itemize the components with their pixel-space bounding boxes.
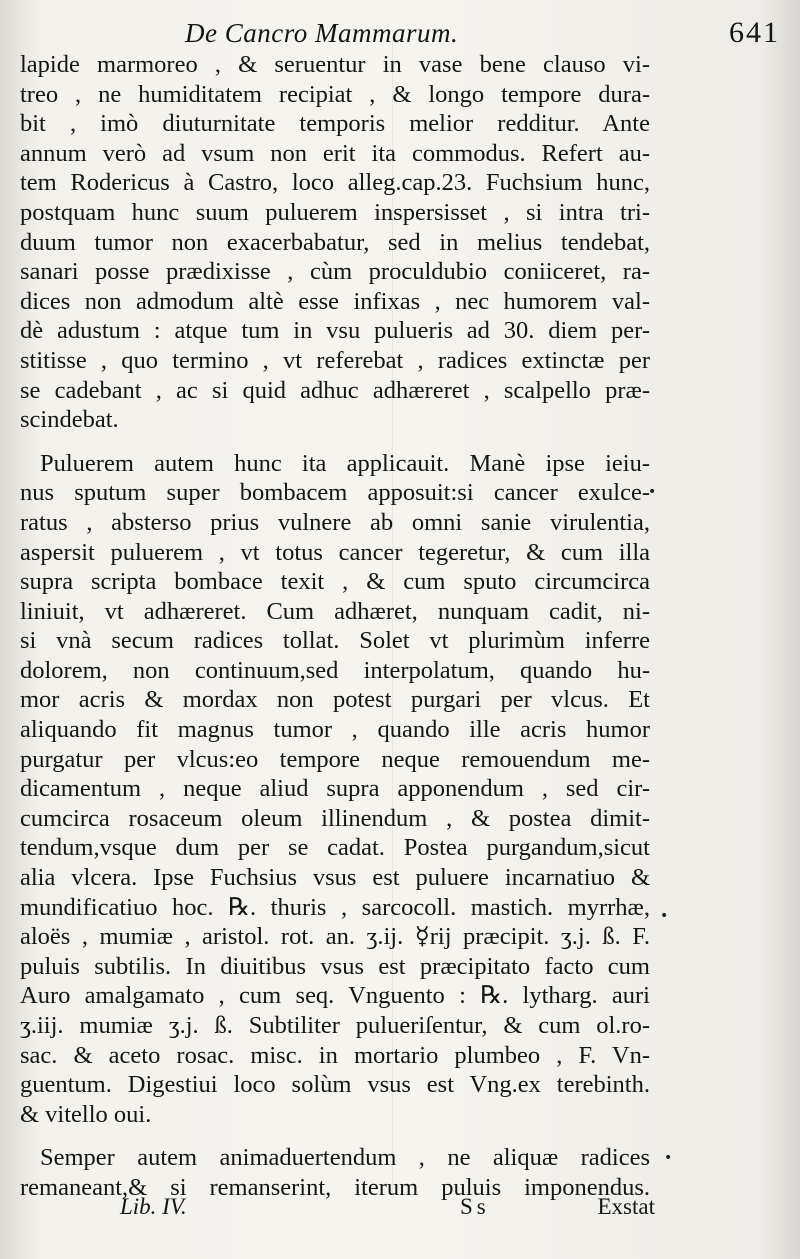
text-line: Auro amalgamato , cum seq. Vnguento : ℞. lytharg. auri: [20, 982, 650, 1010]
page-number: 641: [729, 16, 780, 49]
text-line: dices non admodum altè esse infixas , nec humorem val-: [20, 287, 650, 315]
page-header: [185, 14, 780, 54]
text-line: guentum. Digestiui loco solùm vsus est Vng.ex terebinth.: [20, 1071, 650, 1099]
paragraph-break: [20, 1129, 650, 1143]
text-line: aloës , mumiæ , aristol. rot. an. ʒ.ij. ☿rij præcipit. ʒ.j. ß. F.: [20, 923, 650, 951]
text-line: alia vlcera. Ipse Fuchsius vsus est puluere incarnatiuo &: [20, 864, 650, 892]
text-line: puluis subtilis. In diuitibus vsus est præcipitato facto cum: [20, 952, 650, 980]
text-line: Semper autem animaduertendum , ne aliquæ radices: [40, 1144, 650, 1172]
running-title: De Cancro Mammarum.: [185, 18, 459, 48]
text-line: scindebat.: [20, 406, 119, 434]
text-line: ratus , absterso prius vulnere ab omni sanie virulentia,: [20, 508, 650, 536]
text-line: lapide marmoreo , & seruentur in vase bene clauso vi-: [20, 51, 650, 78]
text-line: duum tumor non exacerbabatur, sed in melius tendebat,: [20, 228, 650, 256]
text-line: & vitello oui.: [20, 1100, 152, 1128]
text-line: treo , ne humiditatem recipiat , & longo tempore dura-: [20, 80, 650, 108]
text-line: se cadebant , ac si quid adhuc adhæreret , scalpello præ-: [20, 376, 650, 404]
text-line: mor acris & mordax non potest purgari per vlcus. Et: [20, 686, 650, 714]
text-line: aspersit puluerem , vt totus cancer tegeretur, & cum illa: [20, 538, 650, 566]
text-line: si vnà secum radices tollat. Solet vt plurimùm inferre: [20, 627, 650, 655]
text-line: annum verò ad vsum non erit ita commodus. Refert au-: [20, 139, 650, 167]
page-footer: [20, 1194, 655, 1228]
margin-dot-mark: •: [648, 484, 657, 500]
text-line: liniuit, vt adhæreret. Cum adhæret, nunquam cadit, ni-: [20, 597, 650, 625]
text-line: ʒ.iij. mumiæ ʒ.j. ß. Subtiliter pulueriſentur, & cum ol.ro-: [20, 1012, 650, 1039]
text-line: tendum,vsque dum per se cadat. Postea purgandum,sicut: [20, 834, 650, 862]
text-line: aliquando fit magnus tumor , quando ille acris humor: [20, 716, 650, 744]
text-line: nus sputum super bombacem apposuit:si cancer exulce-: [20, 479, 650, 507]
text-line: mundificatiuo hoc. ℞. thuris , sarcocoll. mastich. myrrhæ,: [20, 893, 650, 921]
text-line: dè adustum : atque tum in vsu pulueris ad 30. diem per-: [20, 317, 650, 345]
text-line: remaneant,& si remanserint, iterum puluis imponendus.: [20, 1173, 650, 1201]
text-line: supra scripta bombace texit , & cum sputo circumcirca: [20, 568, 650, 596]
body-text: [20, 50, 650, 1203]
text-line: sanari posse prædixisse , cùm proculdubio coniiceret, ra-: [20, 258, 650, 286]
text-line: stitisse , quo termino , vt referebat , radices extinctæ per: [20, 346, 650, 374]
text-line: dicamentum , neque aliud supra apponendum , sed cir-: [20, 775, 650, 803]
book-signature: Lib. IV.: [120, 1194, 187, 1219]
text-line: purgatur per vlcus:eo tempore neque remouendum me-: [20, 745, 650, 773]
text-line: tem Rodericus à Castro, loco alleg.cap.23. Fuchsium hunc,: [20, 169, 650, 197]
text-line: bit , imò diuturnitate temporis melior redditur. Ante: [20, 110, 650, 138]
text-line: sac. & aceto rosac. misc. in mortario plumbeo , F. Vn-: [20, 1041, 650, 1069]
paragraph-break: [20, 435, 650, 449]
text-line: cumcirca rosaceum oleum illinendum , & postea dimit-: [20, 804, 650, 832]
gathering-mark: Ss: [460, 1194, 490, 1219]
catchword: Exstat: [597, 1194, 655, 1219]
text-line: Puluerem autem hunc ita applicauit. Manè ipse ieiu-: [40, 449, 650, 477]
margin-dot-mark: •: [664, 1150, 673, 1166]
text-line: dolorem, non continuum,sed interpolatum, quando hu-: [20, 656, 650, 684]
text-line: postquam hunc suum puluerem inspersisset , si intra tri-: [20, 198, 650, 226]
margin-dot-mark: •: [660, 908, 669, 924]
